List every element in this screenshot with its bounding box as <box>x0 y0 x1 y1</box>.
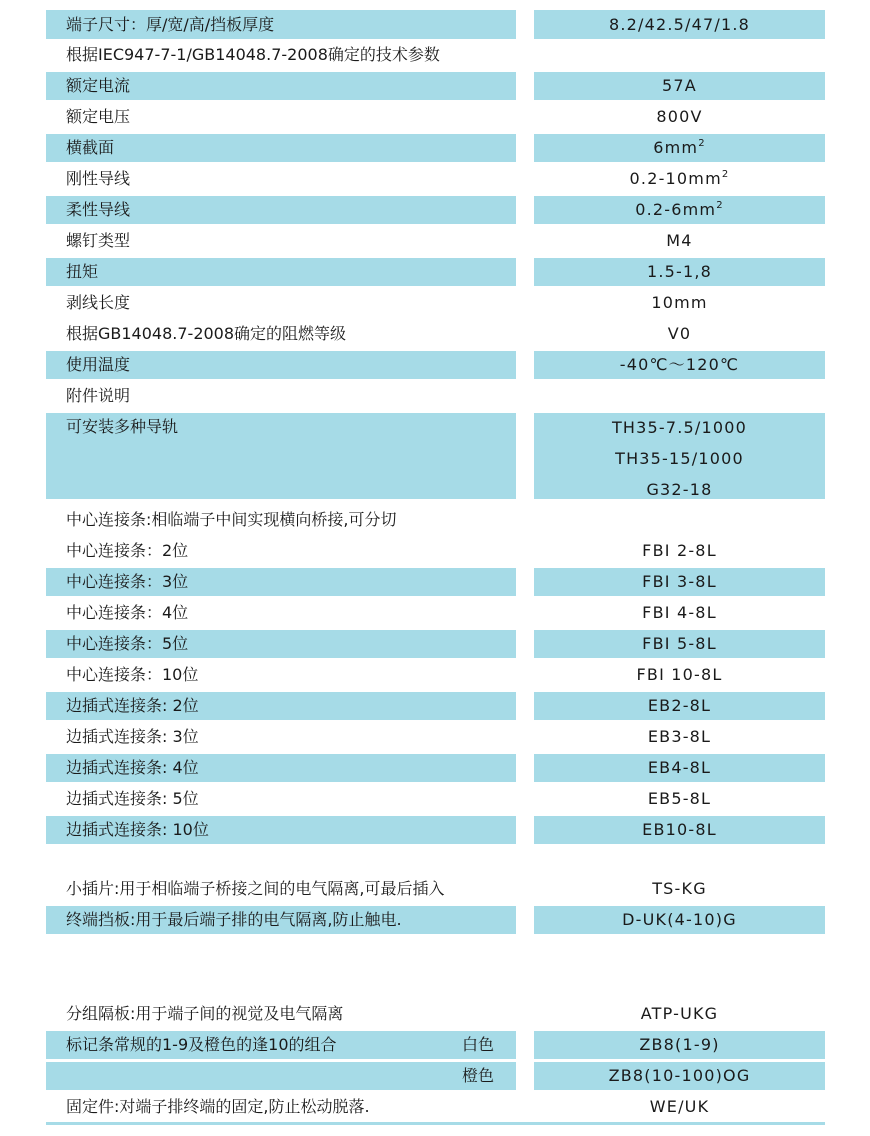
row-shade-left <box>46 1062 516 1090</box>
row-value <box>534 1035 825 1055</box>
table-row <box>0 165 870 196</box>
row-label: 分组隔板:用于端子间的视觉及电气隔离 <box>66 1004 344 1023</box>
row-value <box>534 603 825 623</box>
row-value-text: EB3-8L <box>647 727 712 746</box>
row-value-text: 57A <box>662 76 697 95</box>
table-row <box>0 875 870 906</box>
row-label: 中心连接条：4位 <box>66 603 189 622</box>
row-label: 根据GB14048.7-2008确定的阻燃等级 <box>66 324 347 343</box>
row-value-superscript: 2 <box>721 169 730 180</box>
row-value <box>534 138 825 158</box>
row-label: 中心连接条:相临端子中间实现横向桥接,可分切 <box>66 510 397 529</box>
table-row <box>0 1031 870 1062</box>
row-label: 刚性导线 <box>66 169 131 188</box>
row-label: 剥线长度 <box>66 293 131 312</box>
table-row <box>0 816 870 847</box>
row-value <box>534 76 825 96</box>
table-row <box>0 630 870 661</box>
row-label: 中心连接条：5位 <box>66 634 189 653</box>
row-value <box>534 634 825 654</box>
row-value <box>534 262 825 282</box>
row-value-superscript: 2 <box>698 138 706 149</box>
row-value <box>534 200 825 220</box>
row-label: 中心连接条：10位 <box>66 665 199 684</box>
row-value-text: ZB8(1-9) <box>639 1035 720 1054</box>
row-value-text: FBI 3-8L <box>642 572 717 591</box>
row-label: 扭矩 <box>66 262 99 281</box>
table-row <box>0 413 870 502</box>
row-value: G32-18 <box>646 480 713 499</box>
row-value <box>534 169 825 189</box>
row-value <box>534 727 825 747</box>
table-row <box>0 599 870 630</box>
row-label: 标记条常规的1-9及橙色的逢10的组合 <box>66 1035 337 1054</box>
row-value <box>534 1004 825 1024</box>
row-value-text: 8.2/42.5/47/1.8 <box>608 15 751 34</box>
table-row <box>0 227 870 258</box>
row-value <box>534 910 825 930</box>
table-row <box>0 41 870 72</box>
row-value-text: M4 <box>666 231 693 250</box>
row-value-text: 10mm <box>651 293 708 312</box>
row-label: 可安装多种导轨 <box>66 417 179 436</box>
row-value-text: EB5-8L <box>647 789 712 808</box>
row-value-text: EB2-8L <box>647 696 712 715</box>
row-value <box>534 879 825 899</box>
row-value-text: FBI 4-8L <box>642 603 717 622</box>
table-row <box>0 382 870 413</box>
row-label: 额定电流 <box>66 76 131 95</box>
table-row <box>0 906 870 937</box>
row-value-text: FBI 2-8L <box>642 541 717 560</box>
row-value-text: 0.2-10mm <box>629 169 722 188</box>
row-value <box>534 231 825 251</box>
row-value-text: ZB8(10-100)OG <box>608 1066 751 1085</box>
table-row <box>0 196 870 227</box>
row-value <box>534 1066 825 1086</box>
row-value-text: 800V <box>656 107 703 126</box>
row-label: 根据IEC947-7-1/GB14048.7-2008确定的技术参数 <box>66 45 440 64</box>
row-value-superscript: 2 <box>716 200 724 211</box>
row-value-text: 1.5-1,8 <box>646 262 713 281</box>
row-value-text: FBI 5-8L <box>642 634 717 653</box>
row-label: 柔性导线 <box>66 200 131 219</box>
row-label: 小插片:用于相临端子桥接之间的电气隔离,可最后插入 <box>66 879 445 898</box>
table-row <box>0 351 870 382</box>
row-sublabel: 白色 <box>462 1035 495 1054</box>
bottom-rule <box>46 1122 825 1125</box>
table-row <box>0 661 870 692</box>
row-value <box>534 107 825 127</box>
row-label: 螺钉类型 <box>66 231 131 250</box>
row-value <box>534 696 825 716</box>
row-value <box>534 293 825 313</box>
row-value <box>534 572 825 592</box>
row-label: 附件说明 <box>66 386 131 405</box>
row-label: 边插式连接条: 2位 <box>66 696 199 715</box>
row-value <box>534 820 825 840</box>
row-label: 边插式连接条: 5位 <box>66 789 199 808</box>
row-label: 中心连接条：2位 <box>66 541 189 560</box>
row-value <box>534 665 825 685</box>
row-label: 横截面 <box>66 138 115 157</box>
row-value-text: EB4-8L <box>647 758 712 777</box>
row-value-text: EB10-8L <box>642 820 717 839</box>
row-label: 端子尺寸：厚/宽/高/挡板厚度 <box>66 15 275 34</box>
row-value-text: WE/UK <box>649 1097 710 1116</box>
table-row <box>0 506 870 537</box>
row-value-text: 6mm <box>653 138 699 157</box>
row-value <box>534 541 825 561</box>
row-value <box>534 324 825 344</box>
row-value <box>534 758 825 778</box>
row-value <box>534 355 825 375</box>
table-row <box>0 692 870 723</box>
row-value <box>534 15 825 35</box>
row-value-text: FBI 10-8L <box>636 665 723 684</box>
table-row <box>0 103 870 134</box>
table-row <box>0 785 870 816</box>
row-value-text: D-UK(4-10)G <box>622 910 737 929</box>
table-row <box>0 537 870 568</box>
row-value: TH35-15/1000 <box>615 449 744 468</box>
table-row <box>0 1000 870 1031</box>
row-value-text: 0.2-6mm <box>635 200 717 219</box>
table-row <box>0 10 870 42</box>
row-label: 固定件:对端子排终端的固定,防止松动脱落. <box>66 1097 370 1116</box>
table-row <box>0 723 870 754</box>
row-value-text: TS-KG <box>652 879 707 898</box>
row-value: TH35-7.5/1000 <box>611 418 748 437</box>
row-label: 边插式连接条: 4位 <box>66 758 199 777</box>
row-label: 中心连接条：3位 <box>66 572 189 591</box>
table-row <box>0 320 870 351</box>
table-row <box>0 754 870 785</box>
row-sublabel: 橙色 <box>462 1066 495 1085</box>
table-row <box>0 1062 870 1093</box>
row-value <box>534 789 825 809</box>
row-label: 边插式连接条: 10位 <box>66 820 209 839</box>
row-value <box>534 1097 825 1117</box>
table-row <box>0 258 870 289</box>
row-label: 边插式连接条: 3位 <box>66 727 199 746</box>
row-value-text: V0 <box>667 324 692 343</box>
row-label: 终端挡板:用于最后端子排的电气隔离,防止触电. <box>66 910 402 929</box>
row-value-text: -40℃～120℃ <box>619 355 740 374</box>
table-row <box>0 1093 870 1124</box>
table-row <box>0 72 870 103</box>
table-row <box>0 134 870 165</box>
row-shade-left <box>46 258 516 286</box>
row-label: 使用温度 <box>66 355 131 374</box>
table-row <box>0 289 870 320</box>
table-row <box>0 568 870 599</box>
row-value-list <box>534 413 825 502</box>
row-shade-left <box>46 134 516 162</box>
row-value-text: ATP-UKG <box>640 1004 719 1023</box>
row-label: 额定电压 <box>66 107 131 126</box>
